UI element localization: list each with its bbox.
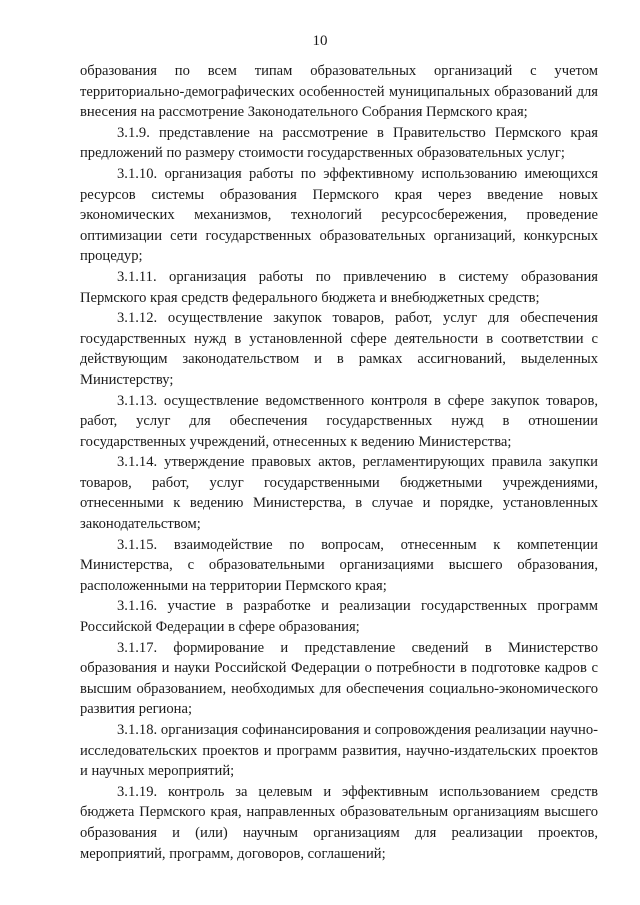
paragraph-3-1-19: 3.1.19. контроль за целевым и эффективным использованием средств бюджета Пермского края, направленных образовательным организациям высшего образования и (или) научным организациям для реализации проектов, мероприятий, программ, договоров, соглашений; (80, 783, 598, 862)
paragraph-3-1-11: 3.1.11. организация работы по привлечению в систему образования Пермского края средств федерального бюджета и внебюджетных средств; (80, 268, 598, 306)
paragraph-3-1-15: 3.1.15. взаимодействие по вопросам, отнесенным к компетенции Министерства, с образовательными организациями высшего образования, расположенными на территории Пермского края; (80, 536, 598, 594)
paragraph-3-1-9: 3.1.9. представление на рассмотрение в Правительство Пермского края предложений по размеру стоимости государственных образовательных услуг; (80, 124, 598, 162)
document-body (80, 61, 598, 864)
paragraph-3-1-17: 3.1.17. формирование и представление сведений в Министерство образования и науки Российской Федерации о потребности в подготовке кадров с высшим образованием, необходимых для обеспечения социально-экономического развития региона; (80, 639, 598, 718)
paragraph-3-1-10: 3.1.10. организация работы по эффективному использованию имеющихся ресурсов системы образования Пермского края через введение новых экономических механизмов, технологий ресурсосбережения, проведение оптимизации сети государственных образовательных организаций, конкурсных процедур; (80, 165, 598, 265)
paragraph-3-1-14: 3.1.14. утверждение правовых актов, регламентирующих правила закупки товаров, работ, услуг государственными бюджетными учреждениями, отнесенными к ведению Министерства, в случае и порядке, установленных законодательством; (80, 454, 598, 533)
page-number: 10 (312, 33, 328, 49)
paragraph-3-1-13: 3.1.13. осуществление ведомственного контроля в сфере закупок товаров, работ, услуг для обеспечения государственных нужд в отношении государственных учреждений, отнесенных к ведению Министерства; (80, 392, 598, 450)
paragraph-3-1-12: 3.1.12. осуществление закупок товаров, работ, услуг для обеспечения государственных нужд в установленной сфере деятельности в соответствии с действующим законодательством и в рамках ассигнований, выделенных Министерству; (80, 310, 598, 388)
paragraph-continuation: образования по всем типам образовательных организаций с учетом территориально-демографических особенностей муниципальных образований для внесения на рассмотрение Законодательного Собрания Пермского края; (80, 63, 598, 121)
paragraph-3-1-18: 3.1.18. организация софинансирования и сопровождения реализации научно-исследовательских проектов и программ развития, научно-издательских проектов и научных мероприятий; (80, 722, 598, 780)
paragraph-3-1-16: 3.1.16. участие в разработке и реализации государственных программ Российской Федерации в сфере образования; (80, 598, 598, 636)
